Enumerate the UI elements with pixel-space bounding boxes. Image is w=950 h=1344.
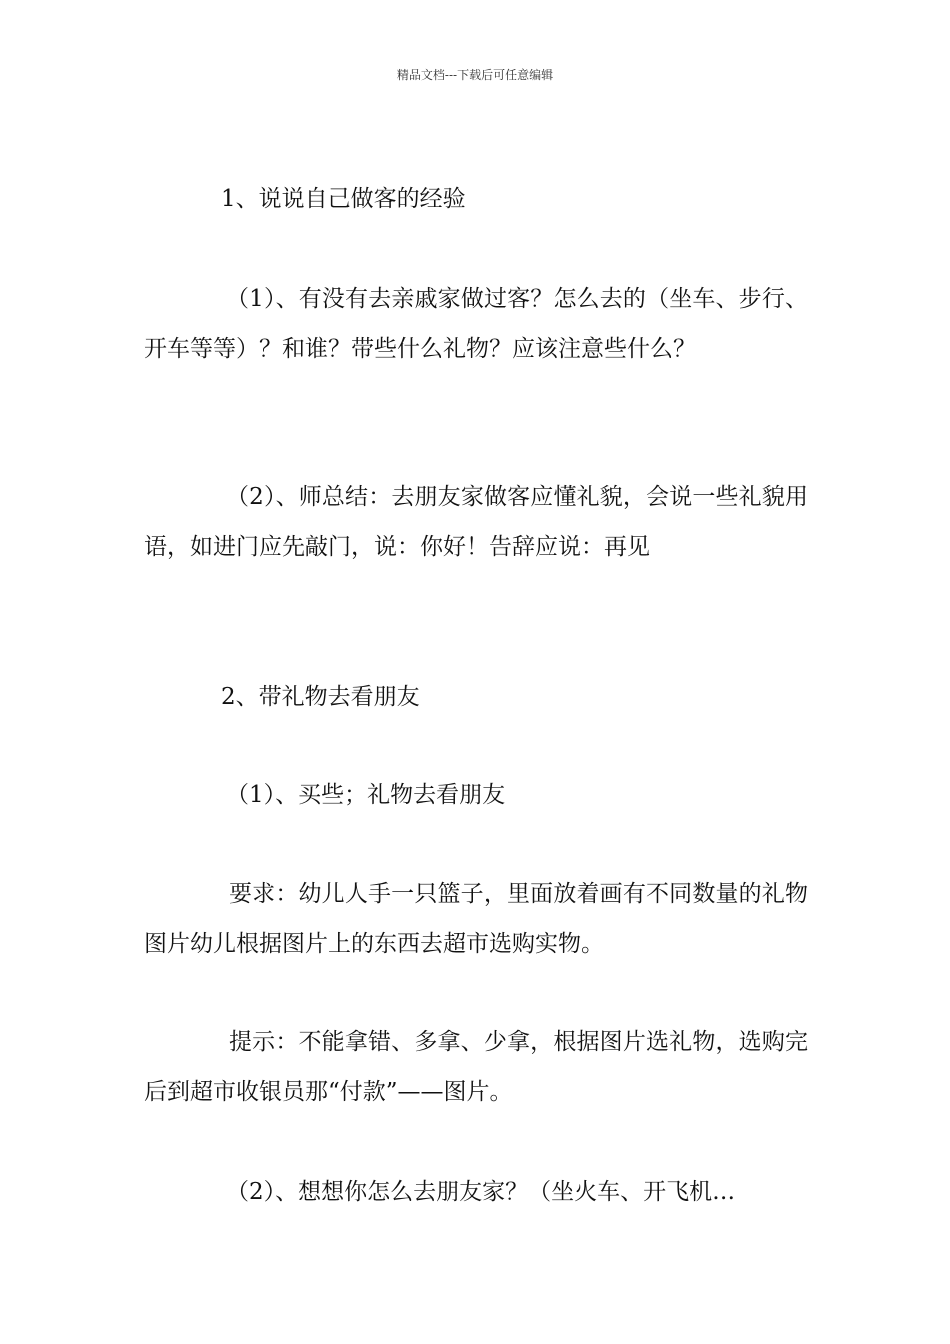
paragraph-buy-gifts: （1）、买些；礼物去看朋友 xyxy=(226,782,506,808)
paragraph-hints: 提示：不能拿错、多拿、少拿，根据图片选礼物，选购完后到超市收银员那“付款”——图片。 xyxy=(144,1029,808,1105)
paragraph-requirements: 要求：幼儿人手一只篮子，里面放着画有不同数量的礼物图片幼儿根据图片上的东西去超市选购实物。 xyxy=(144,881,808,957)
section-heading-2: 2、带礼物去看朋友 xyxy=(221,684,420,710)
paragraph-how-to-go: （2）、想想你怎么去朋友家？（坐火车、开飞机… xyxy=(226,1179,736,1205)
page-header: 精品文档---下载后可任意编辑 xyxy=(396,68,554,82)
paragraph-teacher-summary: （2）、师总结：去朋友家做客应懂礼貌，会说一些礼貌用语，如进门应先敲门，说：你好！告辞应说：再见 xyxy=(144,484,808,560)
paragraph-visit-experience: （1）、有没有去亲戚家做过客？怎么去的（坐车、步行、开车等等）？和谁？带些什么礼物？应该注意些什么？ xyxy=(144,286,808,362)
section-heading-1: 1、说说自己做客的经验 xyxy=(221,186,466,212)
